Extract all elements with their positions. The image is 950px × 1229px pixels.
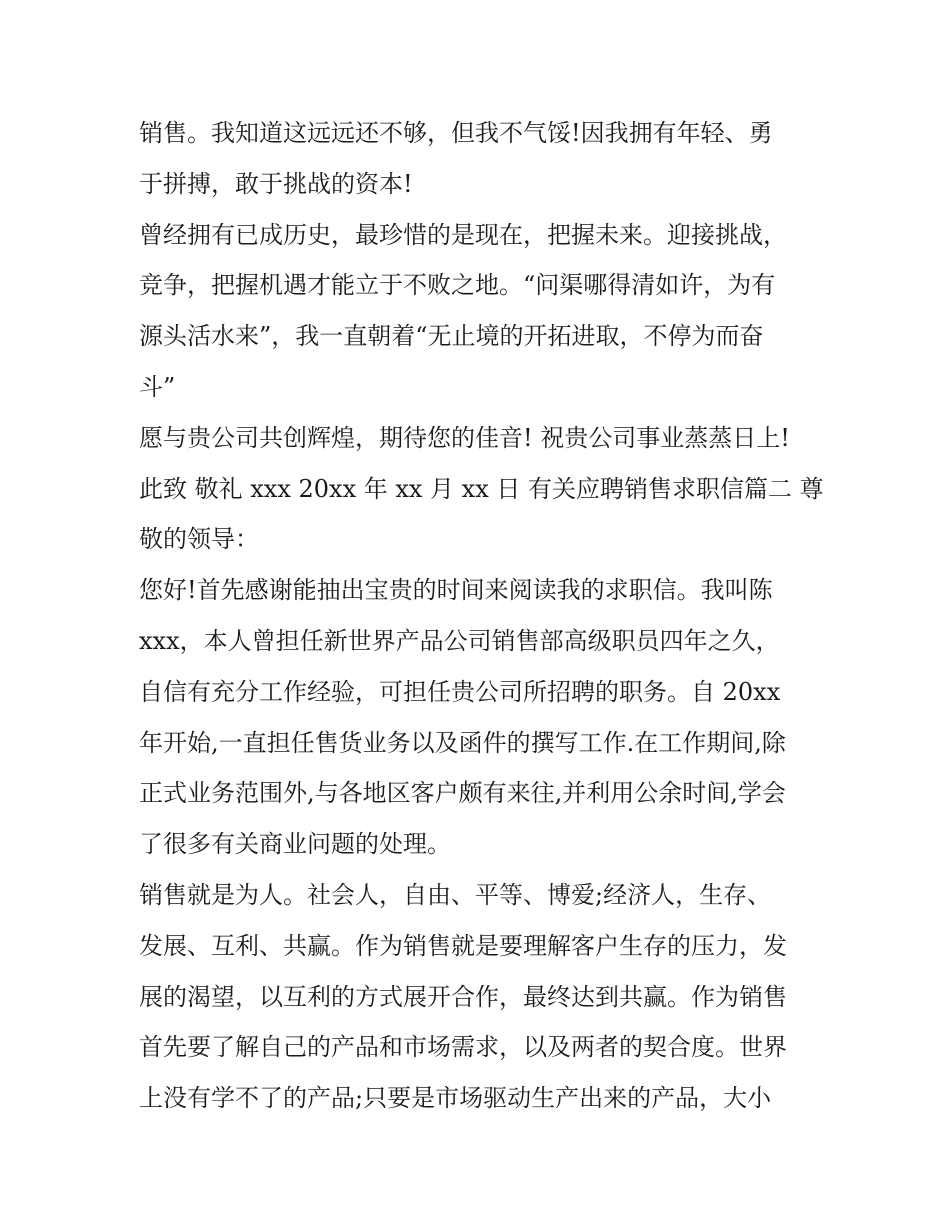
paragraph-1 [139,108,819,210]
document-body [139,108,824,1124]
text-line: 上没有学不了的产品;只要是市场驱动生产出来的产品，大小 [139,1084,772,1113]
text-line: xxx，本人曾担任新世界产品公司销售部高级职员四年之久， [139,626,780,655]
text-line: 斗” [139,372,176,401]
text-line: 竞争，把握机遇才能立于不败之地。“问渠哪得清如许，为有 [139,271,776,300]
text-line: 敬的领导： [139,525,259,554]
text-line: 曾经拥有已成历史，最珍惜的是现在，把握未来。迎接挑战， [139,220,787,249]
paragraph-2 [139,210,819,413]
text-line: 年开始,一直担任售货业务以及函件的撰写工作.在工作期间,除 [139,728,786,757]
text-line: 正式业务范围外,与各地区客户颇有来往,并利用公余时间,学会 [139,779,786,808]
text-line: 销售。我知道这远远还不够，但我不气馁!因我拥有年轻、勇 [139,119,773,147]
text-line: 展的渴望，以互利的方式展开合作，最终达到共赢。作为销售 [139,982,787,1011]
text-line: 您好!首先感谢能抽出宝贵的时间来阅读我的求职信。我叫陈 [139,576,773,605]
paragraph-5 [139,870,819,1124]
text-line: 源头活水来”，我一直朝着“无止境的开拓进取，不停为而奋 [139,322,764,351]
text-line: 销售就是为人。社会人，自由、平等、博爱;经济人，生存、 [139,880,772,909]
paragraph-3 [139,413,824,565]
paragraph-4 [139,565,819,870]
text-line: 发展、互利、共赢。作为销售就是要理解客户生存的压力，发 [139,931,787,960]
text-line: 此致 敬礼 xxx 20xx 年 xx 月 xx 日 有关应聘销售求职信篇二 尊 [139,474,824,503]
text-line: 愿与贵公司共创辉煌，期待您的佳音! 祝贵公司事业蒸蒸日上! [139,423,790,452]
text-line: 了很多有关商业问题的处理。 [139,830,451,859]
text-line: 首先要了解自己的产品和市场需求，以及两者的契合度。世界 [139,1033,787,1062]
text-line: 于拼搏，敢于挑战的资本! [139,169,413,198]
text-line: 自信有充分工作经验，可担任贵公司所招聘的职务。自 20xx [139,677,781,706]
